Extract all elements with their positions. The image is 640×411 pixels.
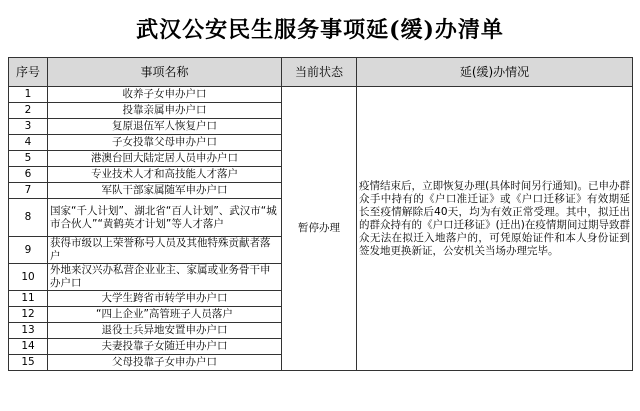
row-item-name: “四上企业”高管班子人员落户 [48,307,282,323]
delay-details-cell [357,87,633,371]
row-item-name: 父母投靠子女申办户口 [48,355,282,371]
row-number: 11 [9,291,48,307]
row-number: 10 [9,264,48,291]
row-number: 8 [9,199,48,237]
row-item-name: 国家“千人计划”、湖北省“百人计划”、武汉市“城市合伙人”“黄鹤英才计划”等人才落户 [48,199,282,237]
service-list-table [8,57,633,371]
header-current-status: 当前状态 [282,58,357,87]
row-number: 13 [9,323,48,339]
row-number: 2 [9,103,48,119]
row-item-name: 投靠亲属申办户口 [48,103,282,119]
row-item-name: 退役士兵异地安置申办户口 [48,323,282,339]
page-title: 武汉公安民生服务事项延(缓)办清单 [136,16,504,43]
row-number: 6 [9,167,48,183]
row-item-name: 夫妻投靠子女随迁申办户口 [48,339,282,355]
row-number: 15 [9,355,48,371]
delay-details-text: 疫情结束后，立即恢复办理(具体时间另行通知)。已申办群众手中持有的《户口准迁证》或《户口迁移证》有效期延长至疫情解除后40天，均为有效正常受理。其中，拟迁出的群众持有的《户口迁移证》(迁出)在疫情期间过期导致群众无法在拟迁入地落户的，可凭原始证件和本人身份证到签发地更换新证，公安机关当场办理完毕。 [359,179,630,257]
row-item-name: 子女投靠父母申办户口 [48,135,282,151]
row-item-name: 复原退伍军人恢复户口 [48,119,282,135]
row-item-name: 港澳台回大陆定居人员申办户口 [48,151,282,167]
header-item-name: 事项名称 [48,58,282,87]
row-item-name: 获得市级以上荣誉称号人员及其他特殊贡献者落户 [48,237,282,264]
row-item-name: 外地来汉兴办私营企业业主、家属或业务骨干申办户口 [48,264,282,291]
row-number: 9 [9,237,48,264]
header-delay-details: 延(缓)办情况 [357,58,633,87]
row-number: 7 [9,183,48,199]
table-header-row [9,58,633,87]
row-number: 5 [9,151,48,167]
row-number: 4 [9,135,48,151]
row-number: 14 [9,339,48,355]
row-number: 12 [9,307,48,323]
table-row [9,87,633,103]
status-cell: 暂停办理 [282,87,357,371]
row-number: 1 [9,87,48,103]
header-serial: 序号 [9,58,48,87]
row-number: 3 [9,119,48,135]
row-item-name: 专业技术人才和高技能人才落户 [48,167,282,183]
row-item-name: 军队干部家属随军申办户口 [48,183,282,199]
row-item-name: 收养子女申办户口 [48,87,282,103]
row-item-name: 大学生跨省市转学申办户口 [48,291,282,307]
